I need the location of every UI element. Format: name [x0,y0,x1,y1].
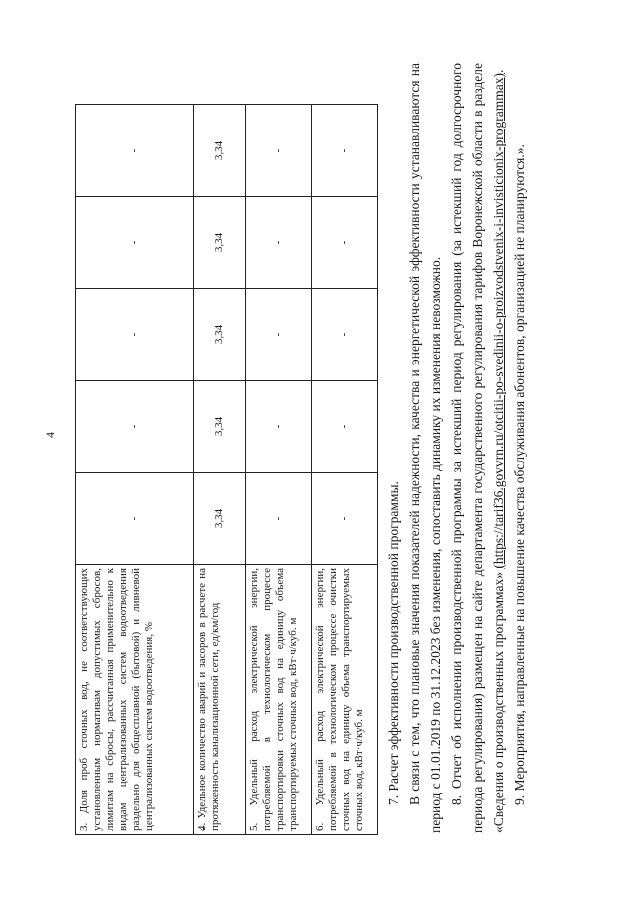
page-number: 4 [43,432,57,438]
indicators-table [75,104,378,835]
section8-text: 8. Отчет об исполнении производственной программы за истекший период регулирования (за истекший год долгосрочного периода регулирования) размещен на сайте департамента государственного регулирования тарифов Воронежской области в разделе «Сведения о производственных программах» [449,63,506,833]
cell-value: - [312,289,378,381]
table-row [76,105,194,835]
cell-value: 3,34 [194,381,246,473]
body-text [383,63,530,833]
table-row [194,105,246,835]
cell-value: - [246,197,312,289]
section7-heading: 7. Расчет эффективности производственной программы. [386,481,401,805]
tarif-link[interactable]: (https://tarif36.govvrn.ru/otcitii-po-svedinii-o-proizvodstvenix-i-invisticionix-programmax) [491,72,506,569]
cell-value: - [76,197,194,289]
cell-value: - [246,105,312,197]
cell-value: - [76,289,194,381]
cell-value: - [246,473,312,565]
cell-value: - [312,381,378,473]
cell-value: - [76,473,194,565]
cell-value: 3,34 [194,473,246,565]
section8-paragraph [446,63,509,833]
cell-value: - [312,197,378,289]
section7-body: В связи с тем, что плановые значения показателей надежности, качества и энергетической эффективности устанавливаются на период с 01.01.2019 по 31.12.2023 без изменения, сопоставить динамику их изменения невозможно. [407,63,443,833]
row-label: 5. Удельный расход электрической энергии, потребляемой в технологическом процессе транспортировки сточных вод на единицу объема транспортируемых сточных вод, кВт·ч/куб. м [246,565,312,835]
cell-value: - [76,381,194,473]
cell-value: - [76,105,194,197]
row-label: 3. Доля проб сточных вод, не соответствующих установленным нормативам допустимых сбросов, лимитам на сбросы, рассчитанная применительно к видам централизованных систем водоотведения раздельно для общесплавной (бытовой) и ливневой централизованных систем водоотведения, % [76,565,194,835]
cell-value: - [312,105,378,197]
row-label: 4. Удельное количество аварий и засоров в расчете на протяженность канализационной сети, ед/км/год [194,565,246,835]
section8-end: . [491,69,506,73]
table-row [312,105,378,835]
cell-value: - [246,381,312,473]
cell-value: - [312,473,378,565]
table-row [246,105,312,835]
cell-value: 3,34 [194,197,246,289]
cell-value: 3,34 [194,105,246,197]
cell-value: - [246,289,312,381]
row-label: 6. Удельный расход электрической энергии, потребляемой в технологическом процессе очистки сточных вод на единицу объема транспортируемых сточных вод, кВт·ч/куб. м [312,565,378,835]
cell-value: 3,34 [194,289,246,381]
section9-body: 9. Мероприятия, направленные на повышение качества обслуживания абонентов, организацией не планируются.». [512,144,527,805]
